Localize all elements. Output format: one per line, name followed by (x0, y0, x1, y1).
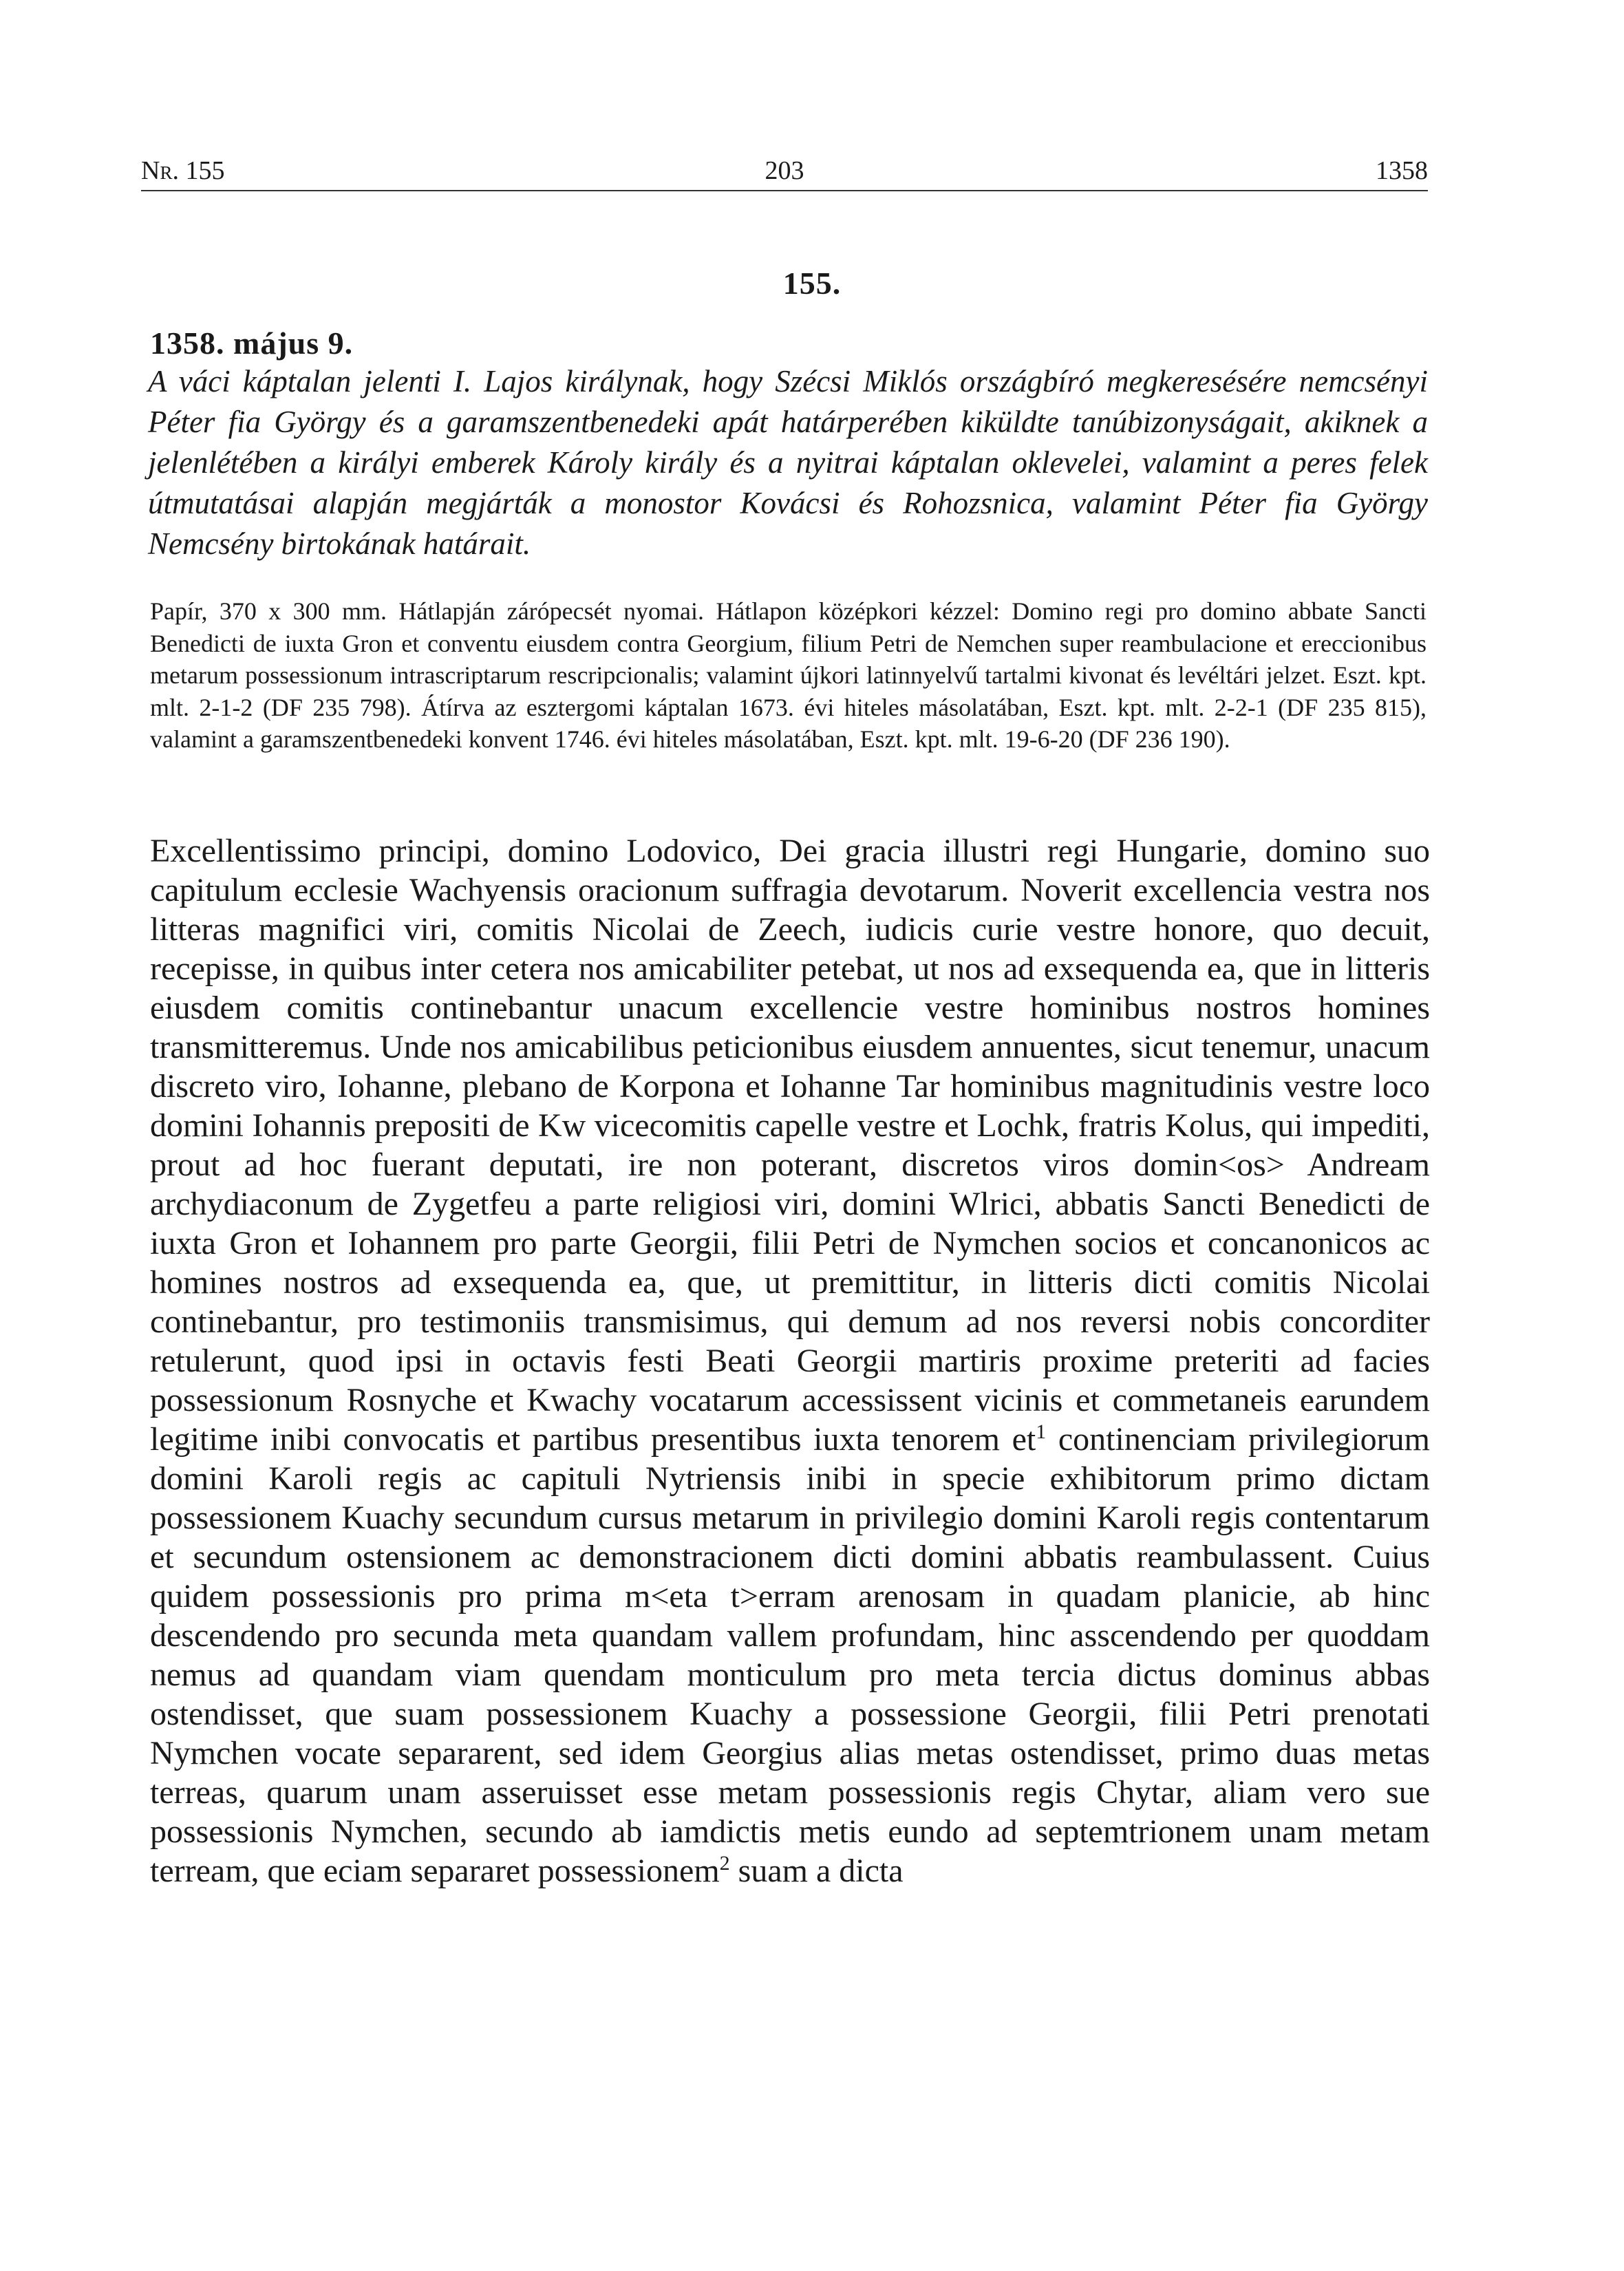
running-head (141, 143, 1428, 191)
regest-summary: A váci káptalan jelenti I. Lajos királynak, hogy Szécsi Miklós országbíró megkeresésére nemcsényi Péter fia György és a garamszentbenedeki apát határperében kiküldte tanúbizonyságait, akiknek a jelenlétében a királyi emberek Károly király és a nyitrai káptalan oklevelei, valamint a peres felek útmutatásai alapján megjárták a monostor Kovácsi és Rohozsnica, valamint Péter fia György Nemcsény birtokának határait. (148, 364, 1428, 561)
charter-text-part-2: continenciam privilegiorum domini Karoli regis ac capituli Nytriensis inibi in specie exhibitorum primo dictam possessionem Kuachy secundum cursus metarum in privilegio domini Karoli regis contentarum et secundum ostensionem ac demonstracionem dicti domini abbatis reambulassent. Cuius quidem possessionis pro prima m<eta t>erram arenosam in quadam planicie, ab hinc descendendo pro secunda meta quandam vallem profundam, hinc asscendendo per quoddam nemus ad quandam viam quendam monticulum pro meta tercia dictus dominus abbas ostendisset, que suam possessionem Kuachy a possessione Georgii, filii Petri prenotati Nymchen vocate separarent, sed idem Georgius alias metas ostendisset, primo duas metas terreas, quarum unam asseruisset esse metam possessionis regis Chytar, aliam vero sue possessionis Nymchen, secundo ab iamdictis metis eundo ad septemtrionem unam metam terream, que eciam separaret possessionem (150, 1421, 1431, 1889)
running-head-document-number: Nr. 155 (141, 156, 225, 185)
footnote-ref-2: 2 (719, 1852, 730, 1875)
source-apparatus: Papír, 370 x 300 mm. Hátlapján zárópecsét nyomai. Hátlapon középkori kézzel: Domino regi pro domino abbate Sancti Benedicti de iuxta Gron et conventu eiusdem contra Georgium, filium Petri de Nemchen super reambulacione et ereccionibus metarum possessionum intrascriptarum rescripcionalis; valamint újkori latinnyelvű tartalmi kivonat és levéltári jelzet. Eszt. kpt. mlt. 2-1-2 (DF 235 798). Átírva az esztergomi káptalan 1673. évi hiteles másolatában, Eszt. kpt. mlt. 2-2-1 (DF 235 815), valamint a garamszentbenedeki konvent 1746. évi hiteles másolatában, Eszt. kpt. mlt. 19-6-20 (DF 236 190). (150, 597, 1427, 754)
footnote-ref-1: 1 (1036, 1420, 1047, 1443)
charter-text-part-1: Excellentissimo principi, domino Lodovico, Dei gracia illustri regi Hungarie, domino suo capitulum ecclesie Wachyensis oracionum suffragia devotarum. Noverit excellencia vestra nos litteras magnifici viri, comitis Nicolai de Zeech, iudicis curie vestre honore, quo decuit, recepisse, in quibus inter cetera nos amicabiliter petebat, ut nos ad exsequenda ea, que in litteris eiusdem comitis continebantur unacum excellencie vestre hominibus nostros homines transmitteremus. Unde nos amicabilibus peticionibus eiusdem annuentes, sicut tenemur, unacum discreto viro, Iohanne, plebano de Korpona et Iohanne Tar hominibus magnitudinis vestre loco domini Iohannis prepositi de Kw vicecomitis capelle vestre et Lochk, fratris Kolus, qui impediti, prout ad hoc fuerant deputati, ire non poterant, discretos viros domin<os> Andream archydiaconum de Zygetfeu a parte religiosi viri, domini Wlrici, abbatis Sancti Benedicti de iuxta Gron et Iohannem pro parte Georgii, filii Petri de Nymchen socios et concanonicos ac homines nostros ad exsequenda ea, que, ut premittitur, in litteris dicti comitis Nicolai continebantur, pro testimoniis transmisimus, qui demum ad nos reversi nobis concorditer retulerunt, quod ipsi in octavis festi Beati Georgii martiris proxime preteriti ad facies possessionum Rosnyche et Kwachy vocatarum accessissent vicinis et commetaneis earundem legitime inibi convocatis et partibus presentibus iuxta tenorem et (150, 833, 1430, 1458)
document-date: 1358. május 9. (150, 326, 354, 361)
charter-text-part-3: suam a dicta (729, 1853, 904, 1889)
running-head-year: 1358 (1376, 156, 1428, 185)
document-number: 155. (782, 266, 842, 301)
charter-text (150, 831, 1430, 1890)
running-head-rule (141, 190, 1428, 191)
page-number: 203 (765, 156, 804, 185)
